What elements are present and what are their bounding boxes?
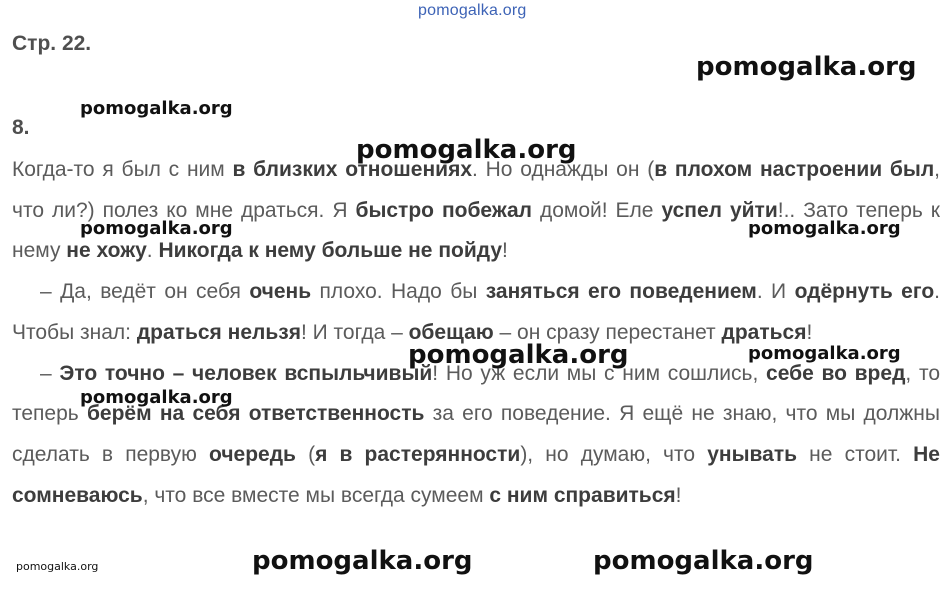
text-plain: ! И тогда – bbox=[300, 320, 409, 344]
watermark: pomogalka.org bbox=[408, 340, 629, 370]
text-plain: за его поведение. Я ещё не знаю, что мы должны сделать в первую bbox=[12, 402, 940, 466]
text-bold: заняться его поведением bbox=[485, 280, 757, 304]
text-plain: , что все вместе мы всегда сумеем bbox=[142, 483, 490, 507]
watermark: pomogalka.org bbox=[80, 98, 233, 119]
text-bold: очередь bbox=[209, 442, 296, 466]
text-plain: Когда-то я был с ним bbox=[12, 158, 233, 181]
text-plain: ), но думаю, что bbox=[520, 442, 708, 466]
text-bold: не хожу bbox=[66, 239, 147, 263]
text-plain: – bbox=[40, 361, 60, 385]
text-bold: очень bbox=[249, 280, 312, 304]
text-plain: . И bbox=[756, 280, 795, 304]
paragraph-1 bbox=[12, 150, 940, 272]
text-bold: обещаю bbox=[408, 320, 494, 344]
text-plain: !.. Зато теперь к нему bbox=[12, 198, 940, 263]
text-plain: . Чтобы знал: bbox=[12, 280, 940, 344]
text-bold: успел уйти bbox=[661, 198, 778, 222]
watermark: pomogalka.org bbox=[748, 343, 901, 364]
text-bold: я в растерянности bbox=[315, 442, 521, 466]
text-plain: ( bbox=[295, 442, 316, 466]
text-plain: ! bbox=[806, 320, 813, 344]
text-plain: ! bbox=[675, 483, 682, 507]
text-plain: – он сразу перестанет bbox=[493, 320, 722, 344]
watermark: pomogalka.org bbox=[356, 135, 577, 165]
watermark: pomogalka.org bbox=[16, 560, 99, 573]
task-number: 8. bbox=[12, 116, 30, 139]
site-header-link[interactable]: pomogalka.org bbox=[418, 2, 527, 19]
text-bold: драться нельзя bbox=[136, 320, 301, 344]
text-plain: . bbox=[146, 239, 159, 263]
text-plain: ! bbox=[502, 239, 508, 263]
text-bold: Не сомневаюсь bbox=[12, 442, 940, 507]
page-label: Стр. 22. bbox=[12, 32, 92, 55]
text-bold: себе во вред bbox=[766, 361, 906, 385]
text-bold: в плохом настроении был bbox=[654, 158, 935, 181]
text-plain: ! Но уж если мы с ним сошлись, bbox=[432, 361, 767, 385]
text-plain: домой! Еле bbox=[532, 198, 662, 222]
watermark: pomogalka.org bbox=[80, 218, 233, 239]
watermark: pomogalka.org bbox=[80, 387, 233, 408]
text-bold: одёрнуть его bbox=[794, 280, 935, 304]
text-plain: плохо. Надо бы bbox=[311, 280, 486, 304]
text-bold: Никогда к нему больше не пойду bbox=[158, 239, 503, 263]
watermark: pomogalka.org bbox=[748, 218, 901, 239]
text-bold: Это точно – человек вспыльчивый bbox=[59, 361, 433, 385]
text-bold: быстро побежал bbox=[355, 198, 533, 222]
text-bold: в близких отношениях bbox=[232, 158, 473, 181]
text-plain: – Да, ведёт он себя bbox=[40, 280, 250, 304]
watermark: pomogalka.org bbox=[593, 546, 814, 576]
text-plain: не стоит. bbox=[797, 442, 914, 466]
task-text bbox=[12, 150, 940, 516]
paragraph-3 bbox=[12, 354, 940, 517]
text-plain: . Но однажды он ( bbox=[472, 158, 655, 181]
text-bold: с ним справиться bbox=[489, 483, 676, 507]
text-bold: берём на себя ответственность bbox=[86, 402, 425, 426]
text-plain: , что ли?) полез ко мне драться. Я bbox=[12, 158, 940, 222]
watermark: pomogalka.org bbox=[696, 52, 917, 82]
text-bold: драться bbox=[721, 320, 807, 344]
text-plain: , то теперь bbox=[12, 361, 941, 426]
watermark: pomogalka.org bbox=[252, 546, 473, 576]
text-bold: унывать bbox=[707, 442, 798, 466]
